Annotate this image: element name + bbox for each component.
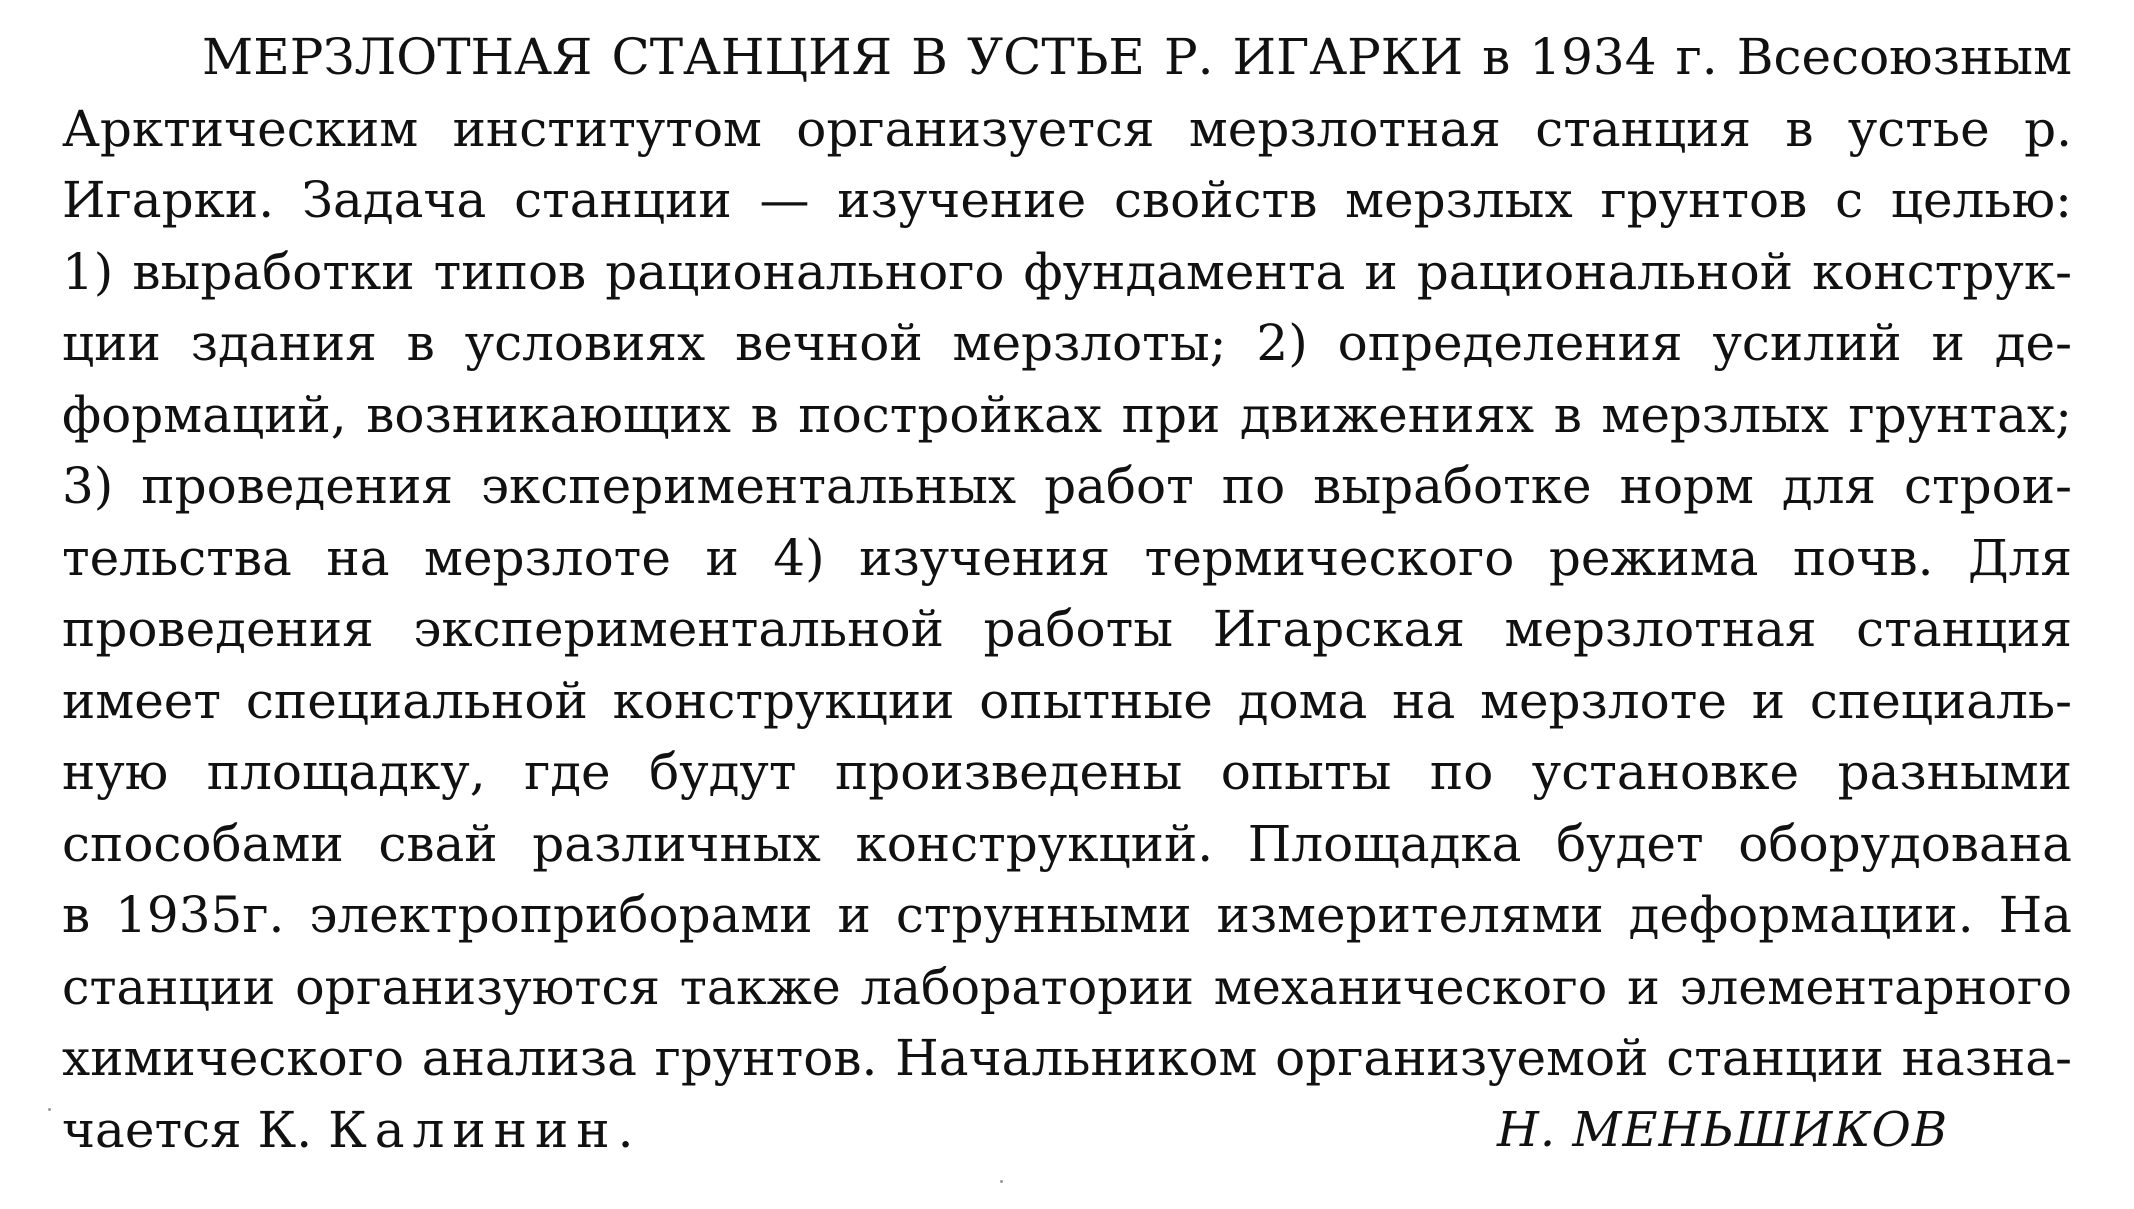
article-author: Н. МЕНЬШИКОВ (1497, 1101, 1949, 1158)
article-line-10: имеет специальной конструкции опытные дома на мерзлоте и специаль- (62, 671, 2072, 730)
article-line-7: 3) проведения экспериментальных работ по выработке норм для строи- (62, 457, 2072, 515)
station-head-name: Калинин. (328, 1100, 642, 1159)
article-line-16 (62, 1095, 2072, 1167)
article-line-12: способами свай различных конструкций. Площадка будет оборудована (62, 814, 2072, 873)
article-line-9: проведения экспериментальной работы Игарская мерзлотная станция (62, 600, 2072, 658)
paper-speck (48, 1108, 51, 1111)
article-line-8: тельства на мерзлоте и 4) изучения термического режима почв. Для (62, 528, 2072, 587)
article-line-2: Арктическим институтом организуется мерзлотная станция в устье р. (62, 99, 2072, 158)
paper-speck (1000, 1180, 1003, 1183)
article-line-3: Игарки. Задача станции — изучение свойств мерзлых грунтов с целью: (62, 171, 2072, 229)
article-line-15: химического анализа грунтов. Начальником организуемой станции назна- (62, 1029, 2072, 1087)
article-line-14: станции организуются также лаборатории механического и элементарного (62, 958, 2072, 1016)
article-heading: МЕРЗЛОТНАЯ СТАНЦИЯ В УСТЬЕ Р. ИГАРКИ (202, 28, 1464, 86)
article-line-5: ции здания в условиях вечной мерзлоты; 2) определения усилий и де- (62, 314, 2072, 372)
article-last-line-prefix: чается К. (62, 1100, 313, 1159)
article-line-1-text: в 1934 г. Всесоюзным (1482, 28, 2072, 86)
article-line-13: в 1935г. электроприборами и струнными измерителями деформации. На (62, 886, 2072, 944)
article-line-11: ную площадку, где будут произведены опыты по установке разными (62, 743, 2072, 801)
article-line-6: формаций, возникающих в постройках при движениях в мерзлых грунтах; (62, 385, 2072, 444)
article-text (62, 22, 2072, 1166)
article-line-4: 1) выработки типов рационального фундамента и рациональной конструк- (62, 242, 2072, 301)
article-line-1 (62, 22, 2072, 94)
